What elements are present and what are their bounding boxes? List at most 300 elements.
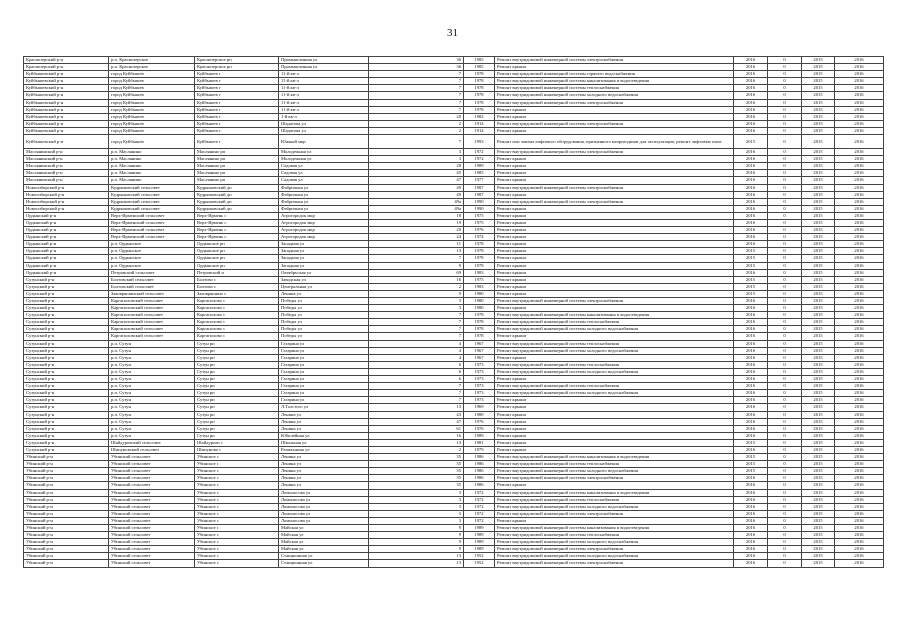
cell-street: 11-й кв-л: [279, 106, 369, 113]
cell-period-start: 2015: [802, 92, 835, 99]
table-row: [24, 241, 884, 248]
cell-settlement: Ордынское рп: [195, 262, 279, 269]
cell-street: Ломоносова ул: [279, 489, 369, 496]
cell-settlement: Сузун рп: [195, 411, 279, 418]
cell-street: Майская ул: [279, 539, 369, 546]
cell-street: Ленина ул: [279, 461, 369, 468]
cell-cost: 0: [768, 198, 802, 205]
cell-work-type: Ремонт внутридомовой инженерной системы электроснабжения: [495, 57, 734, 64]
cell-cost: 0: [768, 255, 802, 262]
cell-municipality: Убинский сельсовет: [109, 468, 195, 475]
cell-build-year: 1978: [464, 92, 495, 99]
cell-period-start: 2015: [802, 57, 835, 64]
cell-period-end: 2016: [835, 135, 884, 149]
cell-build-year: 1989: [464, 532, 495, 539]
cell-plan-year: 2016: [734, 85, 768, 92]
cell-house-number: 9: [369, 525, 464, 532]
cell-build-year: 1989: [464, 546, 495, 553]
cell-plan-year: 2015: [734, 276, 768, 283]
cell-plan-year: 2016: [734, 553, 768, 560]
cell-street: Южный мкр: [279, 135, 369, 149]
cell-house-number: 3: [369, 496, 464, 503]
cell-work-type: Ремонт внутридомовой инженерной системы теплоснабжения: [495, 85, 734, 92]
cell-street: Молодежная ул: [279, 149, 369, 156]
cell-period-end: 2016: [835, 411, 884, 418]
cell-plan-year: 2015: [734, 461, 768, 468]
cell-settlement: Куйбышев г: [195, 120, 279, 127]
cell-period-end: 2016: [835, 532, 884, 539]
cell-house-number: 69: [369, 269, 464, 276]
cell-cost: 0: [768, 71, 802, 78]
table-row: [24, 71, 884, 78]
cell-municipality: Кудряшовский сельсовет: [109, 205, 195, 212]
cell-house-number: 7: [369, 397, 464, 404]
cell-district: Ордынский р-н: [24, 255, 109, 262]
cell-period-end: 2016: [835, 163, 884, 170]
cell-settlement: Убинское с: [195, 532, 279, 539]
cell-period-end: 2016: [835, 92, 884, 99]
cell-build-year: 1985: [464, 57, 495, 64]
cell-street: 1-й кв-л: [279, 113, 369, 120]
cell-period-end: 2016: [835, 113, 884, 120]
table-row: [24, 156, 884, 163]
cell-period-end: 2016: [835, 57, 884, 64]
cell-house-number: 61: [369, 425, 464, 432]
cell-municipality: Шипуновский сельсовет: [109, 446, 195, 453]
table-row: [24, 85, 884, 92]
cell-period-end: 2016: [835, 184, 884, 191]
cell-municipality: Каргаполовский сельсовет: [109, 333, 195, 340]
table-row: [24, 234, 884, 241]
cell-house-number: 3: [369, 298, 464, 305]
cell-municipality: р.п. Краснозерское: [109, 64, 195, 71]
cell-street: Ломоносова ул: [279, 517, 369, 524]
cell-street: Победы ул: [279, 319, 369, 326]
cell-build-year: 1976: [464, 425, 495, 432]
cell-period-end: 2016: [835, 425, 884, 432]
cell-build-year: 1989: [464, 525, 495, 532]
cell-period-start: 2015: [802, 553, 835, 560]
cell-street: Фабричная ул: [279, 205, 369, 212]
cell-work-type: Ремонт внутридомовой инженерной системы электроснабжения: [495, 298, 734, 305]
cell-settlement: Петровский п: [195, 269, 279, 276]
cell-cost: 0: [768, 546, 802, 553]
cell-settlement: Кудряшовский дп: [195, 205, 279, 212]
cell-period-end: 2016: [835, 361, 884, 368]
cell-work-type: Ремонт внутридомовой инженерной системы теплоснабжения: [495, 319, 734, 326]
cell-period-end: 2016: [835, 64, 884, 71]
cell-district: Убинский р-н: [24, 532, 109, 539]
cell-plan-year: 2016: [734, 234, 768, 241]
cell-plan-year: 2016: [734, 149, 768, 156]
cell-district: Сузунский р-н: [24, 354, 109, 361]
cell-work-type: Ремонт крыши: [495, 234, 734, 241]
cell-cost: 0: [768, 248, 802, 255]
cell-build-year: 1989: [464, 432, 495, 439]
cell-period-start: 2015: [802, 383, 835, 390]
cell-plan-year: 2016: [734, 106, 768, 113]
cell-plan-year: 2016: [734, 418, 768, 425]
table-row: [24, 64, 884, 71]
table-row: [24, 248, 884, 255]
cell-house-number: 35: [369, 475, 464, 482]
cell-work-type: Ремонт крыши: [495, 439, 734, 446]
cell-settlement: Сузун рп: [195, 425, 279, 432]
cell-municipality: р.п. Сузун: [109, 390, 195, 397]
cell-period-start: 2015: [802, 305, 835, 312]
cell-cost: 0: [768, 156, 802, 163]
cell-district: Убинский р-н: [24, 468, 109, 475]
cell-settlement: Заковряшино с: [195, 290, 279, 297]
cell-work-type: Ремонт крыши: [495, 227, 734, 234]
cell-house-number: 11: [369, 241, 464, 248]
cell-period-start: 2015: [802, 106, 835, 113]
cell-municipality: р.п. Сузун: [109, 340, 195, 347]
cell-cost: 0: [768, 553, 802, 560]
cell-plan-year: 2016: [734, 99, 768, 106]
table-row: [24, 149, 884, 156]
cell-house-number: 49а: [369, 198, 464, 205]
cell-plan-year: 2016: [734, 432, 768, 439]
table-row: [24, 390, 884, 397]
cell-period-start: 2015: [802, 191, 835, 198]
cell-plan-year: 2016: [734, 312, 768, 319]
cell-street: Центральная ул: [279, 283, 369, 290]
cell-work-type: Ремонт крыши: [495, 446, 734, 453]
cell-municipality: Убинский сельсовет: [109, 510, 195, 517]
cell-district: Новосибирский р-н: [24, 198, 109, 205]
cell-work-type: Ремонт внутридомовой инженерной системы электроснабжения: [495, 99, 734, 106]
cell-street: Ломоносова ул: [279, 503, 369, 510]
cell-period-end: 2016: [835, 156, 884, 163]
cell-house-number: 9: [369, 539, 464, 546]
cell-cost: 0: [768, 149, 802, 156]
cell-house-number: 2: [369, 283, 464, 290]
cell-period-start: 2015: [802, 64, 835, 71]
cell-district: Сузунский р-н: [24, 397, 109, 404]
cell-build-year: 1986: [464, 461, 495, 468]
cell-settlement: Ордынское рп: [195, 255, 279, 262]
table-row: [24, 475, 884, 482]
cell-build-year: 1952: [464, 553, 495, 560]
cell-period-end: 2016: [835, 503, 884, 510]
cell-plan-year: 2016: [734, 127, 768, 134]
cell-period-start: 2015: [802, 482, 835, 489]
cell-build-year: 1972: [464, 496, 495, 503]
cell-street: Ленина ул: [279, 425, 369, 432]
cell-cost: 0: [768, 368, 802, 375]
cell-settlement: Каргаполово с: [195, 333, 279, 340]
cell-cost: 0: [768, 404, 802, 411]
cell-work-type: Ремонт внутридомовой инженерной системы холодного водоснабжения: [495, 390, 734, 397]
cell-street: 11-й кв-л: [279, 92, 369, 99]
cell-plan-year: 2016: [734, 446, 768, 453]
cell-cost: 0: [768, 290, 802, 297]
cell-settlement: Верх-Ирмень с: [195, 234, 279, 241]
cell-street: Гагарина ул: [279, 376, 369, 383]
cell-plan-year: 2016: [734, 170, 768, 177]
cell-plan-year: 2016: [734, 333, 768, 340]
cell-municipality: р.п. Маслянино: [109, 156, 195, 163]
cell-street: Садовая ул: [279, 163, 369, 170]
cell-period-end: 2016: [835, 71, 884, 78]
cell-period-end: 2016: [835, 383, 884, 390]
cell-period-end: 2016: [835, 546, 884, 553]
table-row: [24, 255, 884, 262]
table-row: [24, 425, 884, 432]
cell-build-year: 1983: [464, 283, 495, 290]
table-row: [24, 312, 884, 319]
cell-house-number: 7: [369, 390, 464, 397]
cell-district: Убинский р-н: [24, 525, 109, 532]
cell-work-type: Ремонт крыши: [495, 219, 734, 226]
table-row: [24, 461, 884, 468]
table-row: [24, 106, 884, 113]
cell-cost: 0: [768, 354, 802, 361]
cell-plan-year: 2016: [734, 383, 768, 390]
cell-cost: 0: [768, 560, 802, 567]
cell-municipality: Убинский сельсовет: [109, 503, 195, 510]
cell-street: Западная ул: [279, 262, 369, 269]
cell-work-type: Ремонт крыши: [495, 269, 734, 276]
cell-street: Агрогородок мкр: [279, 227, 369, 234]
cell-municipality: р.п. Сузун: [109, 354, 195, 361]
cell-cost: 0: [768, 347, 802, 354]
cell-municipality: город Куйбышев: [109, 85, 195, 92]
cell-street: Ленина ул: [279, 454, 369, 461]
cell-settlement: Убинское с: [195, 489, 279, 496]
cell-work-type: Ремонт крыши: [495, 248, 734, 255]
cell-municipality: Болтовский сельсовет: [109, 283, 195, 290]
cell-plan-year: 2016: [734, 305, 768, 312]
cell-house-number: 9: [369, 546, 464, 553]
cell-district: Сузунский р-н: [24, 319, 109, 326]
cell-settlement: Сузун рп: [195, 390, 279, 397]
cell-district: Сузунский р-н: [24, 376, 109, 383]
cell-period-end: 2016: [835, 312, 884, 319]
cell-work-type: Ремонт крыши: [495, 127, 734, 134]
cell-settlement: Ордынское рп: [195, 248, 279, 255]
cell-period-end: 2016: [835, 227, 884, 234]
cell-plan-year: 2016: [734, 525, 768, 532]
cell-house-number: 28: [369, 163, 464, 170]
cell-period-start: 2015: [802, 503, 835, 510]
table-row: [24, 127, 884, 134]
cell-period-end: 2016: [835, 177, 884, 184]
cell-district: Краснозерский р-н: [24, 57, 109, 64]
cell-settlement: Убинское с: [195, 461, 279, 468]
cell-work-type: Ремонт внутридомовой инженерной системы теплоснабжения: [495, 361, 734, 368]
table-row: [24, 290, 884, 297]
cell-house-number: 9: [369, 262, 464, 269]
cell-period-start: 2015: [802, 432, 835, 439]
cell-street: Гагарина ул: [279, 361, 369, 368]
table-row: [24, 177, 884, 184]
cell-build-year: 1978: [464, 333, 495, 340]
cell-period-start: 2015: [802, 135, 835, 149]
cell-period-end: 2016: [835, 418, 884, 425]
cell-house-number: 7: [369, 312, 464, 319]
cell-period-start: 2015: [802, 149, 835, 156]
cell-plan-year: 2016: [734, 64, 768, 71]
cell-street: Гагарина ул: [279, 390, 369, 397]
cell-street: Ленина ул: [279, 418, 369, 425]
cell-district: Сузунский р-н: [24, 411, 109, 418]
cell-settlement: Куйбышев г: [195, 99, 279, 106]
cell-cost: 0: [768, 163, 802, 170]
cell-municipality: город Куйбышев: [109, 99, 195, 106]
cell-work-type: Ремонт внутридомовой инженерной системы теплоснабжения: [495, 340, 734, 347]
table: [23, 56, 884, 568]
cell-build-year: 1978: [464, 71, 495, 78]
cell-cost: 0: [768, 234, 802, 241]
cell-municipality: р.п. Ордынское: [109, 241, 195, 248]
cell-period-start: 2015: [802, 127, 835, 134]
cell-cost: 0: [768, 78, 802, 85]
cell-district: Ордынский р-н: [24, 219, 109, 226]
cell-cost: 0: [768, 227, 802, 234]
cell-municipality: город Куйбышев: [109, 113, 195, 120]
cell-district: Сузунский р-н: [24, 439, 109, 446]
cell-street: Ленина ул: [279, 475, 369, 482]
cell-house-number: 7: [369, 326, 464, 333]
cell-period-end: 2016: [835, 496, 884, 503]
cell-period-end: 2016: [835, 340, 884, 347]
cell-period-end: 2016: [835, 510, 884, 517]
table-row: [24, 546, 884, 553]
cell-work-type: Ремонт внутридомовой инженерной системы холодного водоснабжения: [495, 92, 734, 99]
table-row: [24, 525, 884, 532]
cell-house-number: 16: [369, 276, 464, 283]
cell-cost: 0: [768, 446, 802, 453]
cell-plan-year: 2016: [734, 198, 768, 205]
cell-cost: 0: [768, 120, 802, 127]
cell-plan-year: 2016: [734, 120, 768, 127]
cell-cost: 0: [768, 482, 802, 489]
cell-settlement: Верх-Ирмень с: [195, 219, 279, 226]
cell-cost: 0: [768, 92, 802, 99]
cell-work-type: Ремонт внутридомовой инженерной системы горячего водоснабжения: [495, 71, 734, 78]
table-row: [24, 219, 884, 226]
cell-work-type: Ремонт внутридомовой инженерной системы холодного водоснабжения: [495, 326, 734, 333]
cell-municipality: Убинский сельсовет: [109, 560, 195, 567]
cell-settlement: Куйбышев г: [195, 85, 279, 92]
cell-plan-year: 2016: [734, 510, 768, 517]
cell-street: Западная ул: [279, 248, 369, 255]
cell-work-type: Ремонт крыши: [495, 113, 734, 120]
cell-plan-year: 2016: [734, 319, 768, 326]
cell-period-start: 2015: [802, 468, 835, 475]
cell-settlement: Маслянино рп: [195, 156, 279, 163]
cell-period-start: 2015: [802, 496, 835, 503]
cell-period-end: 2016: [835, 99, 884, 106]
cell-period-start: 2015: [802, 227, 835, 234]
cell-build-year: 1974: [464, 234, 495, 241]
cell-street: Агрогородок мкр: [279, 212, 369, 219]
cell-street: Станционная ул: [279, 553, 369, 560]
cell-period-start: 2015: [802, 219, 835, 226]
cell-work-type: Ремонт крыши: [495, 212, 734, 219]
cell-period-end: 2016: [835, 432, 884, 439]
cell-cost: 0: [768, 390, 802, 397]
cell-period-start: 2015: [802, 99, 835, 106]
table-row: [24, 446, 884, 453]
cell-plan-year: 2016: [734, 298, 768, 305]
cell-cost: 0: [768, 312, 802, 319]
cell-plan-year: 2016: [734, 425, 768, 432]
cell-work-type: Ремонт внутридомовой инженерной системы холодного водоснабжения: [495, 539, 734, 546]
cell-settlement: Ордынское рп: [195, 241, 279, 248]
cell-street: Шадатова ул: [279, 120, 369, 127]
cell-plan-year: 2016: [734, 517, 768, 524]
cell-period-start: 2015: [802, 439, 835, 446]
cell-period-start: 2015: [802, 120, 835, 127]
cell-plan-year: 2016: [734, 184, 768, 191]
cell-plan-year: 2016: [734, 78, 768, 85]
cell-settlement: Шайдурово с: [195, 439, 279, 446]
cell-district: Сузунский р-н: [24, 361, 109, 368]
cell-period-end: 2016: [835, 454, 884, 461]
cell-period-end: 2016: [835, 482, 884, 489]
cell-cost: 0: [768, 539, 802, 546]
cell-settlement: Сузун рп: [195, 376, 279, 383]
cell-build-year: 1973: [464, 397, 495, 404]
cell-municipality: р.п. Маслянино: [109, 163, 195, 170]
cell-cost: 0: [768, 205, 802, 212]
cell-work-type: Ремонт крыши: [495, 517, 734, 524]
cell-street: Фабричная ул: [279, 184, 369, 191]
cell-municipality: Кудряшовский сельсовет: [109, 198, 195, 205]
cell-settlement: Маслянино рп: [195, 149, 279, 156]
cell-work-type: Ремонт крыши: [495, 262, 734, 269]
table-row: [24, 361, 884, 368]
cell-district: Убинский р-н: [24, 496, 109, 503]
cell-house-number: 35: [369, 461, 464, 468]
cell-district: Сузунский р-н: [24, 432, 109, 439]
cell-settlement: Краснозерское рп: [195, 57, 279, 64]
table-row: [24, 135, 884, 149]
cell-build-year: 1973: [464, 368, 495, 375]
cell-build-year: 1979: [464, 446, 495, 453]
cell-period-start: 2015: [802, 276, 835, 283]
cell-period-end: 2016: [835, 212, 884, 219]
cell-street: Юбилейная ул: [279, 432, 369, 439]
cell-work-type: Ремонт крыши: [495, 205, 734, 212]
cell-municipality: Каргаполовский сельсовет: [109, 312, 195, 319]
cell-district: Сузунский р-н: [24, 276, 109, 283]
table-row: [24, 383, 884, 390]
cell-period-start: 2015: [802, 113, 835, 120]
cell-period-start: 2015: [802, 560, 835, 567]
cell-house-number: 3: [369, 489, 464, 496]
cell-settlement: Шипуново с: [195, 446, 279, 453]
cell-settlement: Сузун рп: [195, 368, 279, 375]
table-row: [24, 333, 884, 340]
cell-street: Победы ул: [279, 326, 369, 333]
cell-district: Убинский р-н: [24, 517, 109, 524]
cell-house-number: 3: [369, 149, 464, 156]
cell-district: Маслянинский р-н: [24, 170, 109, 177]
cell-district: Убинский р-н: [24, 489, 109, 496]
cell-house-number: 45: [369, 170, 464, 177]
cell-period-start: 2015: [802, 347, 835, 354]
cell-street: Гагарина ул: [279, 340, 369, 347]
cell-municipality: Верх-Ирменский сельсовет: [109, 219, 195, 226]
cell-work-type: Ремонт крыши: [495, 241, 734, 248]
cell-house-number: 3: [369, 503, 464, 510]
cell-period-start: 2015: [802, 205, 835, 212]
cell-period-start: 2015: [802, 454, 835, 461]
